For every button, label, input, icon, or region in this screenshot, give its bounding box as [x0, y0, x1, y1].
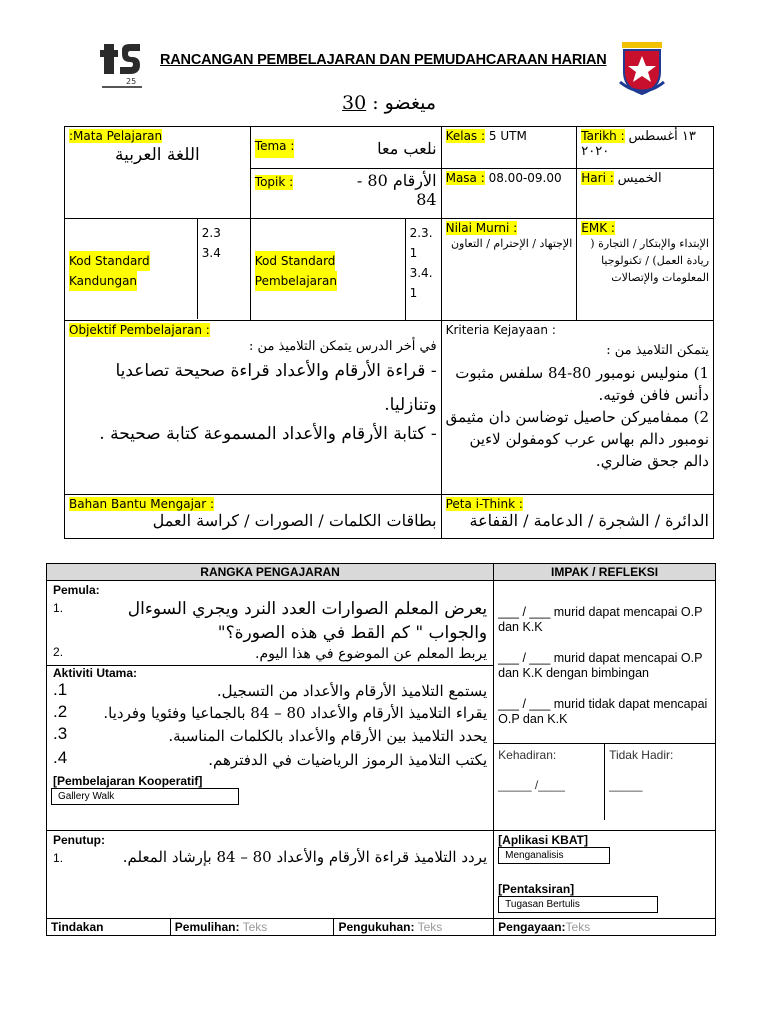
kod-sk-cell — [65, 219, 251, 321]
nilai-murni-label: Nilai Murni : — [445, 221, 518, 235]
pengukuhan-cell — [334, 919, 494, 936]
hari-value: الخميس — [617, 171, 662, 186]
aktiviti-item — [53, 680, 487, 702]
bbm-cell — [65, 495, 442, 539]
peta-ithink-cell — [441, 495, 713, 539]
pemula-label: Pemula: — [53, 583, 100, 597]
impak-line-3: ___ / ___ murid tidak dapat mencapai O.P dan K.K — [498, 697, 708, 726]
topik-label: Topik : — [254, 175, 294, 189]
masa-value: 08.00-09.00 — [488, 171, 562, 185]
kbat-value: Menganalisis — [498, 847, 610, 864]
tidak-hadir-label: Tidak Hadir: — [609, 748, 674, 762]
kod-sp-value-2: 1 — [409, 246, 418, 260]
penutup-label: Penutup: — [53, 833, 105, 847]
kehadiran-label: Kehadiran: — [498, 748, 557, 762]
kod-sp-label-1: Kod Standard — [255, 251, 336, 271]
tarikh-cell — [577, 127, 714, 169]
hari-label: Hari : — [581, 171, 614, 185]
emk-label: EMK : — [581, 221, 615, 235]
kod-sk-label-2: Kandungan — [69, 271, 137, 291]
aktiviti-item-text: يكتب التلاميذ الرموز الرياضيات في الدفترهم. — [208, 751, 488, 769]
pengayaan-cell — [494, 919, 716, 936]
pemula-item — [53, 597, 487, 645]
kod-sp-label-2: Pembelajaran — [255, 271, 337, 291]
peta-ithink-value: الدائرة / الشجرة / الدعامة / القفاعة — [469, 511, 709, 530]
penutup-list — [53, 847, 487, 867]
aktiviti-item-text: يستمع التلاميذ الأرقام والأعداد من التسجيل. — [216, 682, 488, 700]
rangka-header: RANGKA PENGAJARAN — [47, 564, 494, 581]
nilai-murni-cell — [441, 219, 577, 321]
impak-line-1: ___ / ___ murid dapat mencapai O.P dan K.K — [498, 605, 703, 634]
svg-text:25: 25 — [126, 77, 137, 86]
kod-sp-value-3: 3.4. — [409, 266, 433, 280]
pengayaan-label: Pengayaan: — [498, 920, 566, 934]
impak-line-2: ___ / ___ murid dapat mencapai O.P dan K.K dengan bimbingan — [498, 651, 703, 680]
kooperatif-value: Gallery Walk — [51, 788, 239, 805]
bbm-value: بطاقات الكلمات / الصورات / كراسة العمل — [152, 511, 437, 530]
pemulihan-value: Teks — [242, 920, 268, 934]
kod-sk-value-1: 2.3 — [201, 226, 221, 240]
pengukuhan-label: Pengukuhan: — [338, 920, 415, 934]
aktiviti-item — [53, 702, 487, 724]
kriteria-cell — [441, 321, 713, 495]
pemula-item-text: يعرض المعلم الصوارات العدد النرد ويجري السوءال والجواب " كم القط في هذه الصورة؟" — [127, 599, 488, 643]
tidak-hadir-value: _____ — [609, 778, 643, 792]
bbm-label: Bahan Bantu Mengajar : — [69, 497, 215, 511]
penutup-item-number: .1 — [53, 851, 64, 865]
penutup-cell — [47, 831, 494, 919]
pengayaan-value: Teks — [565, 920, 591, 934]
impak-header: IMPAK / REFLEKSI — [494, 564, 716, 581]
hari-cell — [577, 169, 714, 219]
kelas-value: 5 UTM — [488, 129, 527, 143]
aktiviti-item-number: 4. — [53, 748, 68, 767]
pemula-list — [53, 597, 487, 663]
mata-pelajaran-cell — [65, 127, 251, 219]
pemula-item-number: .1 — [53, 601, 64, 615]
pemula-item-number: .2 — [53, 645, 64, 659]
kbat-label: [Aplikasi KBAT] — [498, 833, 588, 847]
kod-sp-label-cell — [250, 219, 405, 321]
masa-label: Masa : — [445, 171, 485, 185]
tarikh-value: ١٣ أغسطس ٢٠٢٠ — [581, 129, 696, 159]
objektif-item-2: - كتابة الأرقام والأعداد المسموعة كتابة صحيحة . — [99, 424, 437, 444]
objektif-label: Objektif Pembelajaran : — [69, 323, 210, 337]
aktiviti-item — [53, 748, 487, 772]
nilai-murni-value: الإجتهاد / الإحترام / التعاون — [450, 237, 573, 250]
kehadiran-value: _____ /____ — [498, 778, 565, 792]
tema-value: نلعب معا — [377, 139, 437, 158]
peta-ithink-label: Peta i-Think : — [445, 497, 523, 511]
objektif-intro: في أخر الدرس يتمكن التلاميذ من : — [249, 339, 437, 354]
topik-value: الأرقام 80 - 84 — [356, 171, 437, 209]
pentaksiran-value: Tugasan Bertulis — [498, 896, 658, 913]
impak-cell — [494, 581, 716, 831]
kehadiran-row — [494, 743, 715, 820]
kod-sp-value-4: 1 — [409, 286, 418, 300]
pemula-item-text: يربط المعلم عن الموضوع في هذا اليوم. — [255, 646, 488, 662]
mata-pelajaran-label: :Mata Pelajaran — [69, 129, 163, 143]
penutup-item — [53, 847, 487, 867]
kod-sk-value-2: 3.4 — [201, 246, 221, 260]
kooperatif-label: [Pembelajaran Kooperatif] — [53, 774, 203, 788]
penutup-item-text: يردد التلاميذ قراءة الأرقام والأعداد 80 – 84 بإرشاد المعلم. — [122, 848, 488, 866]
aktiviti-item-number: 3. — [53, 724, 68, 743]
week-label: ميغضو : — [372, 92, 437, 114]
kod-sp-value-1: 2.3. — [409, 226, 433, 240]
objektif-item-1: - قراءة الأرقام والأعداد قراءة صحيحة تصاعديا وتنازليا. — [115, 361, 437, 415]
aktiviti-item-number: 1. — [53, 680, 68, 699]
objektif-cell — [65, 321, 442, 495]
pengukuhan-value: Teks — [417, 920, 443, 934]
pemula-aktiviti-cell — [47, 581, 494, 831]
aktiviti-item-text: يقراء التلاميذ الأرقام والأعداد 80 – 84 بالجماعيا وفئويا وفرديا. — [103, 704, 488, 722]
week-line — [340, 92, 436, 114]
tarikh-label: Tarikh : — [581, 129, 625, 143]
pentaksiran-label: [Pentaksiran] — [498, 882, 575, 896]
kelas-label: Kelas : — [445, 129, 486, 143]
tema-cell — [250, 127, 441, 169]
pemulihan-label: Pemulihan: — [174, 920, 240, 934]
kriteria-label: Kriteria Kejayaan : — [445, 323, 556, 337]
pemula-item — [53, 645, 487, 663]
document-title: RANCANGAN PEMBELAJARAN DAN PEMUDAHCARAAN HARIAN — [160, 52, 607, 68]
kbat-pentaksiran-cell — [494, 831, 716, 919]
mata-pelajaran-value: اللغة العربية — [115, 145, 200, 165]
tindakan-label: Tindakan — [47, 919, 171, 936]
week-number: 30 — [342, 92, 367, 114]
school-crest-logo — [618, 42, 666, 96]
masa-cell — [441, 169, 577, 219]
aktiviti-list — [53, 680, 487, 772]
aktiviti-item — [53, 724, 487, 748]
topik-cell — [250, 169, 441, 219]
kelas-cell — [441, 127, 577, 169]
tema-label: Tema : — [255, 139, 295, 158]
kriteria-item-1: 1) منوليس نومبور 80-84 سلفس مثبوت دأنس فافن فوتيه. — [455, 364, 709, 404]
emk-value: الإبتداء والإبتكار / التجارة ( ريادة العمل) / تكنولوجيا المعلومات والإتصالات — [590, 237, 709, 284]
kriteria-intro: يتمكن التلاميذ من : — [606, 343, 709, 358]
aktiviti-item-number: 2. — [53, 702, 68, 721]
kod-sp-values-cell — [405, 219, 441, 321]
aktiviti-label: Aktiviti Utama: — [53, 666, 138, 680]
pemulihan-cell — [170, 919, 334, 936]
kriteria-item-2: 2) ممفاميركن حاصيل توضاسن دان مثيمق نومبور دالم بهاس عرب كومفولن لاءين دالم جحق ضالري. — [445, 408, 709, 470]
lesson-info-table — [64, 126, 714, 539]
emk-cell — [577, 219, 714, 321]
aktiviti-item-text: يحدد التلاميذ بين الأرقام والأعداد بالكلمات المناسبة. — [168, 727, 488, 745]
ts25-logo — [100, 42, 144, 90]
rangka-pengajaran-table — [46, 563, 716, 936]
kod-sk-label-1: Kod Standard — [69, 251, 150, 271]
